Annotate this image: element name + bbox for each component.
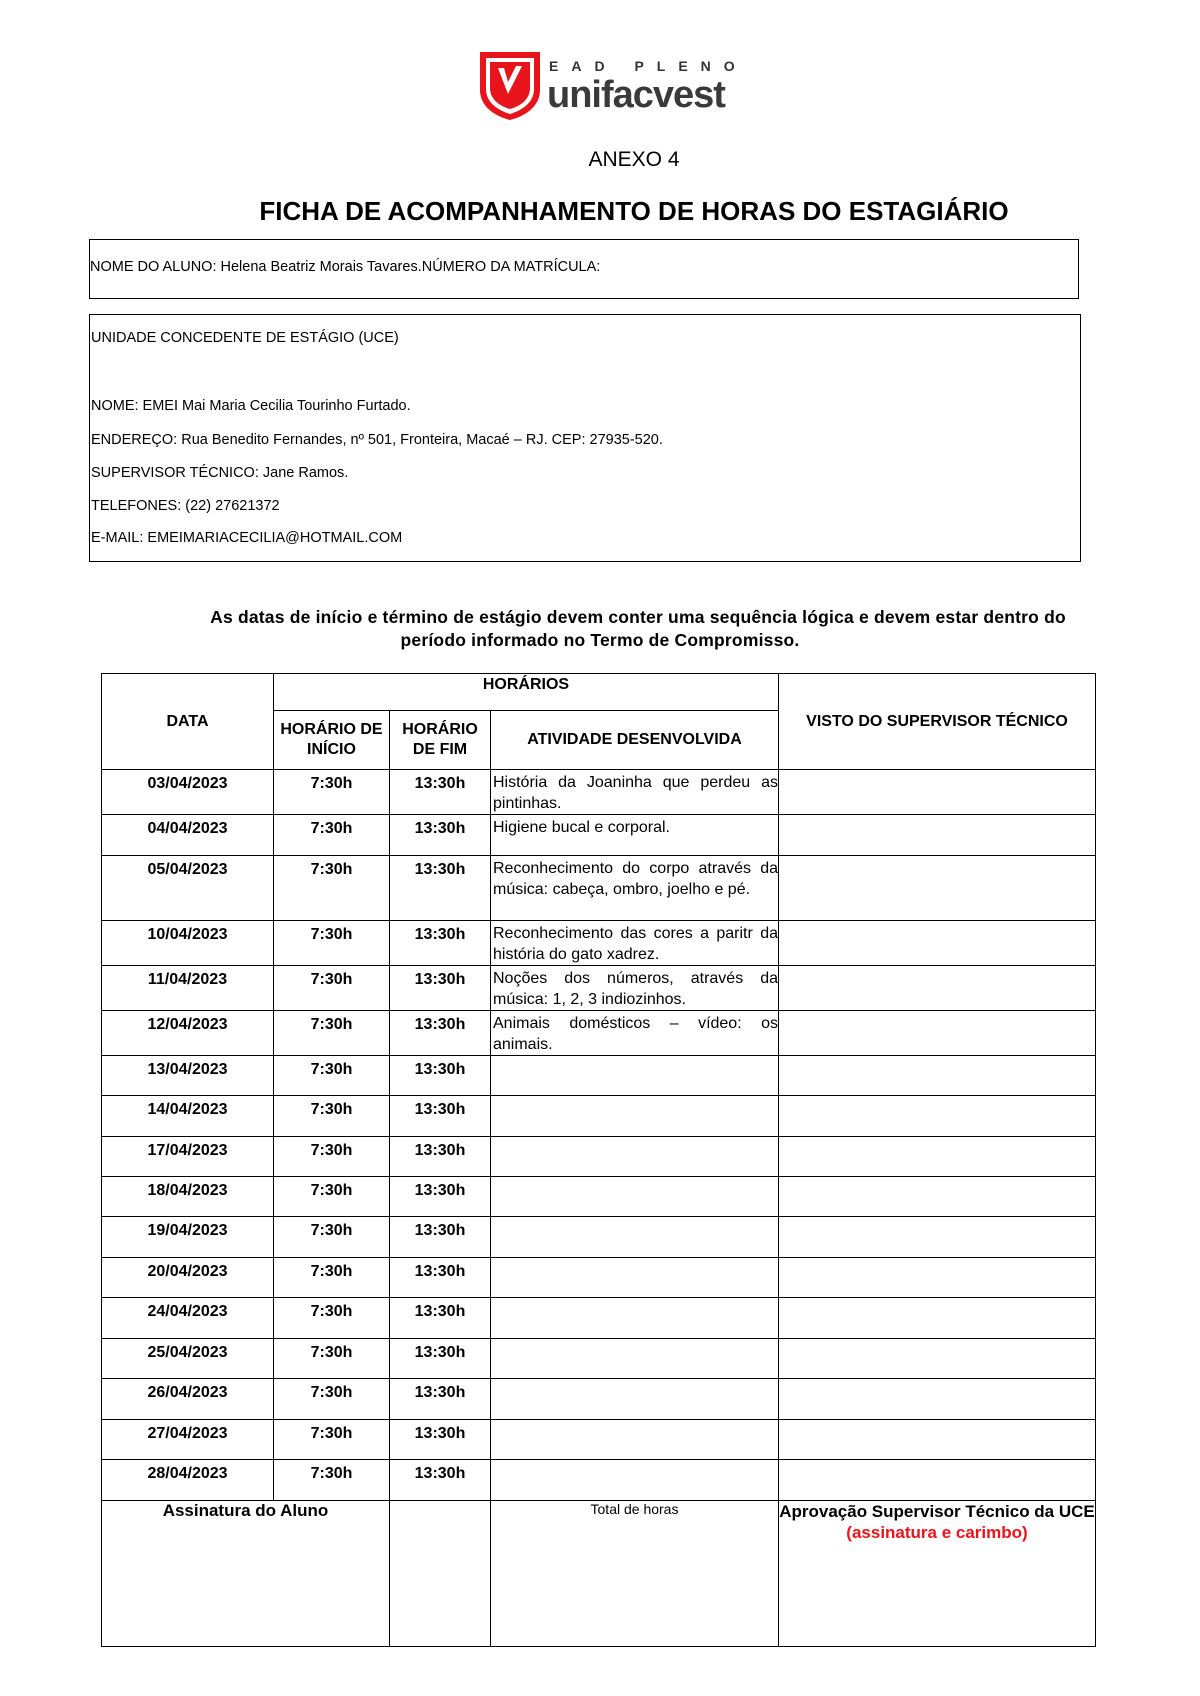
table-row [102,1298,1096,1339]
row-date: 17/04/2023 [102,1137,274,1177]
row-supervisor-visto [779,1420,1096,1460]
table-row [102,966,1096,1011]
hours-table [101,673,1096,1647]
row-supervisor-visto [779,815,1096,856]
notice-line-2: período informado no Termo de Compromisso. [400,630,800,650]
uce-info-box [89,314,1081,562]
row-end-time: 13:30h [390,1056,491,1096]
row-end-time: 13:30h [390,1460,491,1501]
row-activity: Noções dos números, através da música: 1, 2, 3 indiozinhos. [491,966,779,1011]
row-date: 25/04/2023 [102,1339,274,1379]
row-start-time: 7:30h [274,1177,390,1217]
row-activity [491,1298,779,1339]
table-row [102,815,1096,856]
row-end-time: 13:30h [390,1298,491,1339]
table-row [102,1339,1096,1379]
table-row [102,1096,1096,1137]
header-date: DATA [102,674,274,770]
row-start-time: 7:30h [274,1298,390,1339]
uce-supervisor: SUPERVISOR TÉCNICO: Jane Ramos. [91,465,349,481]
table-row [102,1137,1096,1177]
table-row [102,1460,1096,1501]
row-start-time: 7:30h [274,1460,390,1501]
row-activity [491,1420,779,1460]
total-hours: Total de horas [491,1501,779,1647]
row-activity: Reconhecimento do corpo através da música: cabeça, ombro, joelho e pé. [491,856,779,921]
row-date: 11/04/2023 [102,966,274,1011]
row-end-time: 13:30h [390,1011,491,1056]
row-start-time: 7:30h [274,1420,390,1460]
page-title: FICHA DE ACOMPANHAMENTO DE HORAS DO ESTAGIÁRIO [259,196,1009,226]
row-activity [491,1177,779,1217]
row-activity: História da Joaninha que perdeu as pintinhas. [491,770,779,815]
uce-phones: TELEFONES: (22) 27621372 [91,498,280,514]
student-info-box [89,239,1079,299]
row-supervisor-visto [779,1298,1096,1339]
notice-line-1: As datas de início e término de estágio devem conter uma sequência lógica e devem estar dentro do [210,607,1066,627]
row-end-time: 13:30h [390,1420,491,1460]
table-row [102,1056,1096,1096]
row-activity [491,1096,779,1137]
row-date: 12/04/2023 [102,1011,274,1056]
row-supervisor-visto [779,1217,1096,1258]
logo-tagline: EAD PLENO [549,58,748,74]
row-date: 24/04/2023 [102,1298,274,1339]
row-end-time: 13:30h [390,1217,491,1258]
table-row [102,1420,1096,1460]
row-date: 03/04/2023 [102,770,274,815]
row-end-time: 13:30h [390,815,491,856]
row-start-time: 7:30h [274,1096,390,1137]
row-activity [491,1056,779,1096]
header-visto: VISTO DO SUPERVISOR TÉCNICO [779,674,1096,770]
row-activity [491,1137,779,1177]
row-date: 14/04/2023 [102,1096,274,1137]
row-supervisor-visto [779,1056,1096,1096]
row-start-time: 7:30h [274,770,390,815]
supervisor-approval [779,1501,1096,1647]
row-supervisor-visto [779,1258,1096,1298]
row-activity: Reconhecimento das cores a paritr da história do gato xadrez. [491,921,779,966]
row-date: 13/04/2023 [102,1056,274,1096]
row-activity [491,1460,779,1501]
row-supervisor-visto [779,1460,1096,1501]
row-supervisor-visto [779,1096,1096,1137]
table-row [102,1258,1096,1298]
row-start-time: 7:30h [274,1258,390,1298]
header-start: HORÁRIO DE INÍCIO [274,711,390,770]
table-row [102,921,1096,966]
row-end-time: 13:30h [390,921,491,966]
row-activity [491,1379,779,1420]
row-supervisor-visto [779,921,1096,966]
row-end-time: 13:30h [390,1258,491,1298]
row-supervisor-visto [779,1177,1096,1217]
table-row [102,1217,1096,1258]
row-activity [491,1217,779,1258]
row-end-time: 13:30h [390,770,491,815]
row-start-time: 7:30h [274,1137,390,1177]
row-end-time: 13:30h [390,1339,491,1379]
row-end-time: 13:30h [390,966,491,1011]
row-start-time: 7:30h [274,921,390,966]
dates-notice [0,606,1200,652]
student-signature: Assinatura do Aluno [102,1501,390,1647]
signature-spacer [390,1501,491,1647]
table-row [102,1011,1096,1056]
row-end-time: 13:30h [390,1137,491,1177]
row-start-time: 7:30h [274,966,390,1011]
row-supervisor-visto [779,1137,1096,1177]
header-end: HORÁRIO DE FIM [390,711,491,770]
row-date: 10/04/2023 [102,921,274,966]
uce-heading: UNIDADE CONCEDENTE DE ESTÁGIO (UCE) [91,330,399,346]
row-date: 04/04/2023 [102,815,274,856]
row-supervisor-visto [779,966,1096,1011]
row-date: 05/04/2023 [102,856,274,921]
student-name-line: NOME DO ALUNO: Helena Beatriz Morais Tavares.NÚMERO DA MATRÍCULA: [90,259,601,275]
row-start-time: 7:30h [274,856,390,921]
row-date: 28/04/2023 [102,1460,274,1501]
row-date: 20/04/2023 [102,1258,274,1298]
row-activity [491,1339,779,1379]
row-date: 27/04/2023 [102,1420,274,1460]
hours-table-body [102,770,1096,1501]
table-row [102,770,1096,815]
table-row [102,1379,1096,1420]
row-date: 19/04/2023 [102,1217,274,1258]
row-supervisor-visto [779,1339,1096,1379]
row-start-time: 7:30h [274,1379,390,1420]
row-supervisor-visto [779,856,1096,921]
unifacvest-logo [478,50,748,126]
row-end-time: 13:30h [390,1177,491,1217]
row-start-time: 7:30h [274,1011,390,1056]
row-end-time: 13:30h [390,1379,491,1420]
uce-address: ENDEREÇO: Rua Benedito Fernandes, nº 501, Fronteira, Macaé – RJ. CEP: 27935-520. [91,432,663,448]
row-end-time: 13:30h [390,856,491,921]
uce-email: E-MAIL: EMEIMARIACECILIA@HOTMAIL.COM [91,530,403,546]
row-start-time: 7:30h [274,1339,390,1379]
header-schedules: HORÁRIOS [274,674,779,711]
row-date: 26/04/2023 [102,1379,274,1420]
row-supervisor-visto [779,770,1096,815]
row-activity: Higiene bucal e corporal. [491,815,779,856]
annex-label: ANEXO 4 [588,148,680,171]
approval-note: (assinatura e carimbo) [846,1523,1028,1542]
row-start-time: 7:30h [274,1056,390,1096]
row-activity [491,1258,779,1298]
header-activity: ATIVIDADE DESENVOLVIDA [491,711,779,770]
logo-brand: unifacvest [547,74,725,116]
row-supervisor-visto [779,1379,1096,1420]
row-supervisor-visto [779,1011,1096,1056]
table-row [102,856,1096,921]
row-date: 18/04/2023 [102,1177,274,1217]
row-end-time: 13:30h [390,1096,491,1137]
uce-name: NOME: EMEI Mai Maria Cecilia Tourinho Furtado. [91,398,411,414]
row-start-time: 7:30h [274,1217,390,1258]
row-start-time: 7:30h [274,815,390,856]
approval-label: Aprovação Supervisor Técnico da UCE [779,1502,1095,1521]
table-row [102,1177,1096,1217]
row-activity: Animais domésticos – vídeo: os animais. [491,1011,779,1056]
shield-logo-icon [478,50,542,122]
